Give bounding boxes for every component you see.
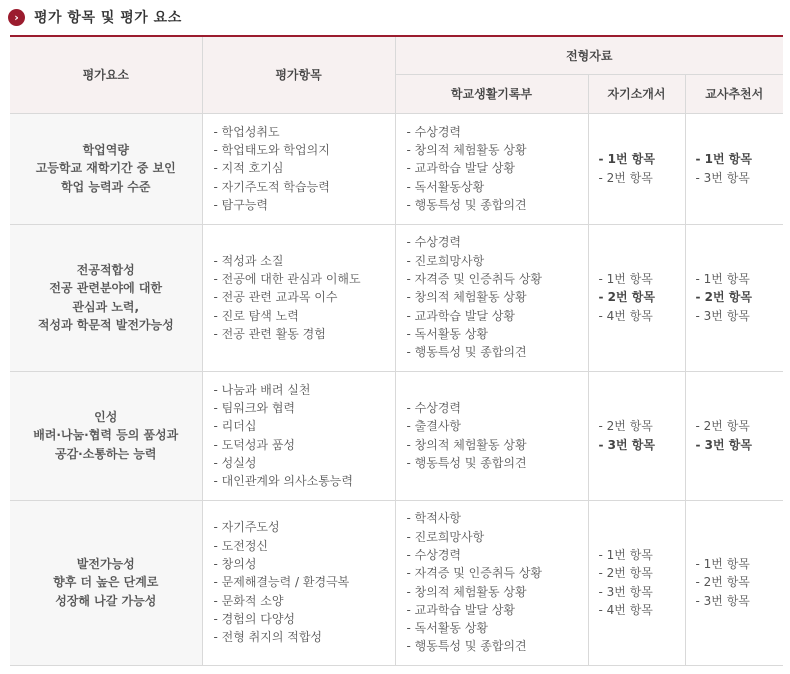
self-introduction-item: - 2번 항목 — [599, 288, 685, 306]
school-record-item: - 독서활동 상황 — [407, 619, 588, 637]
factor-line: 관심과 노력, — [72, 299, 140, 314]
item-list — [696, 270, 784, 325]
evaluation-item: - 지적 호기심 — [214, 159, 395, 177]
evaluation-item: - 성실성 — [214, 454, 395, 472]
self-introduction-cell — [588, 371, 685, 500]
teacher-recommendation-item: - 1번 항목 — [696, 555, 784, 573]
school-record-item: - 수상경력 — [407, 123, 588, 141]
evaluation-item: - 대인관계와 의사소통능력 — [214, 472, 395, 490]
teacher-recommendation-item: - 1번 항목 — [696, 270, 784, 288]
school-record-item: - 자격증 및 인증취득 상황 — [407, 564, 588, 582]
factor-line: 공감·소통하는 능력 — [55, 446, 157, 461]
self-introduction-cell — [588, 500, 685, 665]
self-introduction-item: - 3번 항목 — [599, 583, 685, 601]
evaluation-items-cell — [202, 224, 395, 371]
school-record-item: - 학적사항 — [407, 509, 588, 527]
school-record-item: - 출결사항 — [407, 417, 588, 435]
school-record-cell — [395, 113, 588, 224]
header-school-record: 학교생활기록부 — [395, 74, 588, 113]
section-title-text: 평가 항목 및 평가 요소 — [34, 10, 182, 26]
school-record-item: - 진로희망사항 — [407, 528, 588, 546]
table-row — [10, 113, 783, 224]
school-record-item: - 창의적 체험활동 상황 — [407, 141, 588, 159]
factor-cell — [10, 113, 202, 224]
evaluation-item: - 자기주도성 — [214, 518, 395, 536]
school-record-item: - 창의적 체험활동 상황 — [407, 288, 588, 306]
item-list — [599, 150, 685, 187]
school-record-item: - 자격증 및 인증취득 상황 — [407, 270, 588, 288]
self-introduction-item: - 2번 항목 — [599, 564, 685, 582]
evaluation-item: - 전공에 대한 관심과 이해도 — [214, 270, 395, 288]
school-record-item: - 행동특성 및 종합의견 — [407, 637, 588, 655]
school-record-item: - 독서활동 상황 — [407, 325, 588, 343]
item-list — [214, 381, 395, 491]
self-introduction-item: - 1번 항목 — [599, 546, 685, 564]
school-record-item: - 행동특성 및 종합의견 — [407, 343, 588, 361]
school-record-cell — [395, 371, 588, 500]
self-introduction-item: - 4번 항목 — [599, 307, 685, 325]
evaluation-item: - 문화적 소양 — [214, 592, 395, 610]
item-list — [599, 270, 685, 325]
self-introduction-item: - 2번 항목 — [599, 417, 685, 435]
factor-line: 전공 관련분야에 대한 — [49, 281, 163, 295]
evaluation-item: - 팀워크와 협력 — [214, 399, 395, 417]
item-list — [214, 518, 395, 646]
item-list — [407, 123, 588, 214]
evaluation-table — [10, 35, 783, 666]
teacher-recommendation-cell — [685, 113, 783, 224]
school-record-item: - 창의적 체험활동 상황 — [407, 583, 588, 601]
table-row — [10, 224, 783, 371]
self-introduction-item: - 1번 항목 — [599, 150, 685, 168]
header-self-introduction: 자기소개서 — [588, 74, 685, 113]
school-record-item: - 창의적 체험활동 상황 — [407, 436, 588, 454]
evaluation-item: - 전공 관련 교과목 이수 — [214, 288, 395, 306]
evaluation-item: - 전공 관련 활동 경험 — [214, 325, 395, 343]
table-body — [10, 113, 783, 665]
school-record-cell — [395, 500, 588, 665]
school-record-item: - 행동특성 및 종합의견 — [407, 454, 588, 472]
item-list — [407, 509, 588, 655]
chevron-right-icon: › — [8, 9, 25, 26]
school-record-item: - 행동특성 및 종합의견 — [407, 196, 588, 214]
evaluation-item: - 학업태도와 학업의지 — [214, 141, 395, 159]
factor-cell — [10, 224, 202, 371]
evaluation-items-cell — [202, 500, 395, 665]
evaluation-item: - 적성과 소질 — [214, 252, 395, 270]
header-items: 평가항목 — [202, 36, 395, 113]
evaluation-items-cell — [202, 371, 395, 500]
table-row — [10, 500, 783, 665]
school-record-item: - 교과학습 발달 상황 — [407, 307, 588, 325]
school-record-item: - 수상경력 — [407, 233, 588, 251]
factor-line: 배려·나눔·협력 등의 품성과 — [33, 428, 179, 443]
item-list — [696, 150, 784, 187]
factor-line: 향후 더 높은 단계로 — [53, 575, 159, 590]
teacher-recommendation-item: - 3번 항목 — [696, 169, 784, 187]
item-list — [214, 123, 395, 214]
table-row — [10, 371, 783, 500]
evaluation-item: - 자기주도적 학습능력 — [214, 178, 395, 196]
header-factor: 평가요소 — [10, 36, 202, 113]
self-introduction-cell — [588, 113, 685, 224]
evaluation-item: - 탐구능력 — [214, 196, 395, 214]
factor-cell — [10, 371, 202, 500]
header-materials: 전형자료 — [395, 36, 783, 74]
factor-cell — [10, 500, 202, 665]
evaluation-item: - 진로 탐색 노력 — [214, 307, 395, 325]
header-teacher-recommendation: 교사추천서 — [685, 74, 783, 113]
item-list — [407, 399, 588, 472]
evaluation-item: - 리더십 — [214, 417, 395, 435]
self-introduction-item: - 2번 항목 — [599, 169, 685, 187]
factor-line: 적성과 학문적 발전가능성 — [37, 318, 174, 332]
teacher-recommendation-item: - 2번 항목 — [696, 573, 784, 591]
evaluation-item: - 문제해결능력 / 환경극복 — [214, 573, 395, 591]
factor-line: 인성 — [94, 409, 118, 424]
evaluation-item: - 경험의 다양성 — [214, 610, 395, 628]
school-record-item: - 진로희망사항 — [407, 252, 588, 270]
evaluation-item: - 학업성취도 — [214, 123, 395, 141]
item-list — [696, 417, 784, 454]
item-list — [599, 546, 685, 619]
factor-line: 학업 능력과 수준 — [60, 179, 151, 194]
self-introduction-item: - 3번 항목 — [599, 436, 685, 454]
section-title — [8, 7, 182, 27]
teacher-recommendation-item: - 2번 항목 — [696, 288, 784, 306]
self-introduction-item: - 1번 항목 — [599, 270, 685, 288]
teacher-recommendation-cell — [685, 371, 783, 500]
teacher-recommendation-item: - 3번 항목 — [696, 592, 784, 610]
teacher-recommendation-item: - 3번 항목 — [696, 436, 784, 454]
evaluation-item: - 전형 취지의 적합성 — [214, 628, 395, 646]
factor-line: 발전가능성 — [76, 556, 135, 571]
teacher-recommendation-cell — [685, 224, 783, 371]
item-list — [214, 252, 395, 343]
item-list — [599, 417, 685, 454]
self-introduction-cell — [588, 224, 685, 371]
item-list — [407, 233, 588, 361]
evaluation-item: - 창의성 — [214, 555, 395, 573]
factor-line: 고등학교 재학기간 중 보인 — [35, 161, 176, 176]
self-introduction-item: - 4번 항목 — [599, 601, 685, 619]
evaluation-items-cell — [202, 113, 395, 224]
school-record-item: - 교과학습 발달 상황 — [407, 159, 588, 177]
evaluation-item: - 도덕성과 품성 — [214, 436, 395, 454]
school-record-item: - 수상경력 — [407, 399, 588, 417]
teacher-recommendation-cell — [685, 500, 783, 665]
teacher-recommendation-item: - 2번 항목 — [696, 417, 784, 435]
evaluation-item: - 나눔과 배려 실천 — [214, 381, 395, 399]
item-list — [696, 555, 784, 610]
school-record-item: - 수상경력 — [407, 546, 588, 564]
factor-line: 성장해 나갈 가능성 — [55, 593, 157, 608]
evaluation-item: - 도전정신 — [214, 537, 395, 555]
school-record-cell — [395, 224, 588, 371]
teacher-recommendation-item: - 1번 항목 — [696, 150, 784, 168]
school-record-item: - 교과학습 발달 상황 — [407, 601, 588, 619]
factor-line: 학업역량 — [82, 142, 129, 157]
school-record-item: - 독서활동상황 — [407, 178, 588, 196]
factor-line: 전공적합성 — [76, 262, 135, 277]
teacher-recommendation-item: - 3번 항목 — [696, 307, 784, 325]
